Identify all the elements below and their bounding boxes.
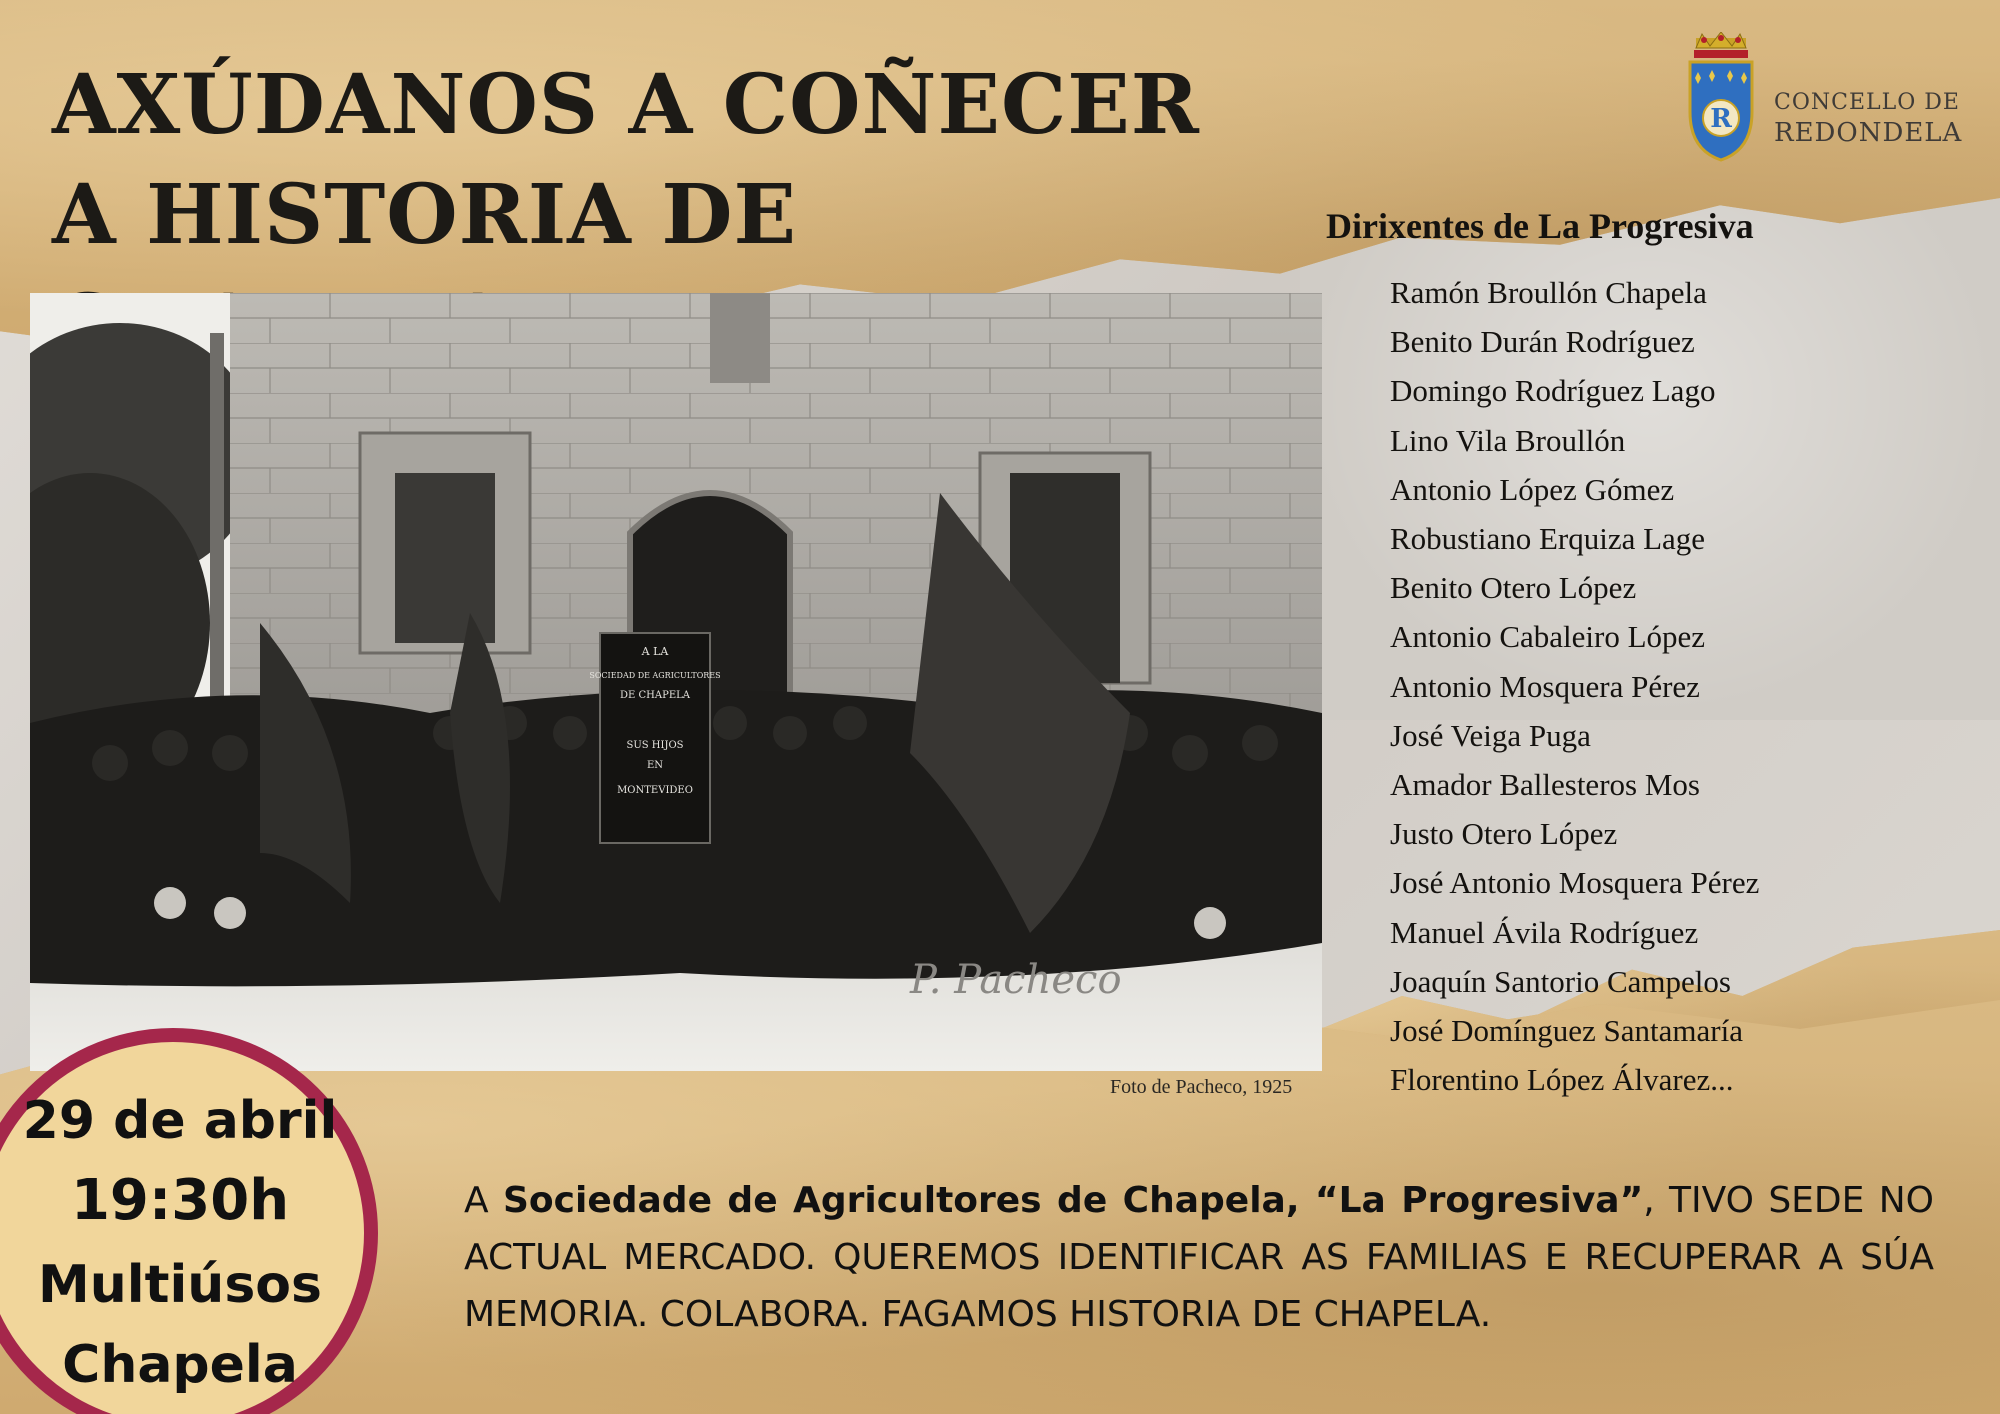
concello-logo <box>1682 32 1982 172</box>
banner-line-4: SUS HIJOS <box>626 740 684 751</box>
leader-name: Manuel Ávila Rodríguez <box>1390 914 1699 950</box>
leader-name: Benito Otero López <box>1390 570 1637 606</box>
historic-photo-image <box>30 293 1322 1071</box>
leader-name: Antonio López Gómez <box>1390 471 1675 507</box>
photo-credit: Foto de Pacheco, 1925 <box>1110 1076 1293 1098</box>
description-society-name: Sociedade de Agricultores de Chapela, “La Progresiva” <box>502 1180 1644 1221</box>
banner-line-3: DE CHAPELA <box>620 690 690 701</box>
leader-name: Antonio Mosquera Pérez <box>1390 668 1700 704</box>
leader-name: Robustiano Erquiza Lage <box>1390 521 1706 557</box>
event-time: 19:30h <box>70 1168 290 1233</box>
leader-name: Justo Otero López <box>1390 816 1618 852</box>
banner-line-2: SOCIEDAD DE AGRICULTORES <box>589 671 721 680</box>
event-place-line-2: Chapela <box>62 1335 298 1395</box>
description-rest: , TIVO SEDE NO ACTUAL MERCADO. QUEREMOS IDENTIFICAR AS FAMILIAS E RECUPERAR A SÚA MEMORIA. COLABORA. FAGAMOS HISTORIA DE CHAPELA. <box>464 1180 1935 1335</box>
leader-name: Amador Ballesteros Mos <box>1390 767 1700 803</box>
logo-text <box>1774 88 1962 148</box>
event-info <box>0 1085 380 1405</box>
banner-line-5: EN <box>646 760 664 771</box>
leader-name: Florentino López Álvarez... <box>1390 1062 1734 1098</box>
event-place-line-1: Multiúsos <box>38 1255 322 1315</box>
leader-name: Ramón Broullón Chapela <box>1390 275 1707 310</box>
leader-name: Lino Vila Broullón <box>1390 422 1626 458</box>
redondela-coat-of-arms-icon <box>1682 32 1760 162</box>
leaders-list <box>1390 268 1759 1104</box>
description-text <box>464 1172 1934 1343</box>
logo-line-1: CONCELLO DE <box>1774 90 1960 115</box>
logo-line-2: REDONDELA <box>1774 118 1963 148</box>
leader-name: Joaquín Santorio Campelos <box>1390 963 1731 999</box>
leader-name: Benito Durán Rodríguez <box>1390 324 1695 360</box>
leader-name: Domingo Rodríguez Lago <box>1390 373 1716 409</box>
leader-name: José Antonio Mosquera Pérez <box>1390 865 1760 901</box>
event-date: 29 de abril <box>22 1091 338 1151</box>
leader-name: José Domínguez Santamaría <box>1390 1013 1743 1049</box>
leader-name: Antonio Cabaleiro López <box>1390 619 1706 655</box>
leaders-heading: Dirixentes de La Progresiva <box>1326 206 1754 246</box>
leader-name: José Veiga Puga <box>1390 717 1591 753</box>
banner-line-1: A LA <box>641 645 669 658</box>
historic-photo <box>30 293 1322 1071</box>
banner-line-6: MONTEVIDEO <box>617 785 693 796</box>
shield-letter: R <box>1710 104 1732 134</box>
photo-watermark: P. Pacheco <box>910 957 1122 1003</box>
poster-title: AXÚDANOS A COÑECER A HISTORIA DE <box>52 57 1200 263</box>
description-prefix: A <box>464 1180 503 1221</box>
